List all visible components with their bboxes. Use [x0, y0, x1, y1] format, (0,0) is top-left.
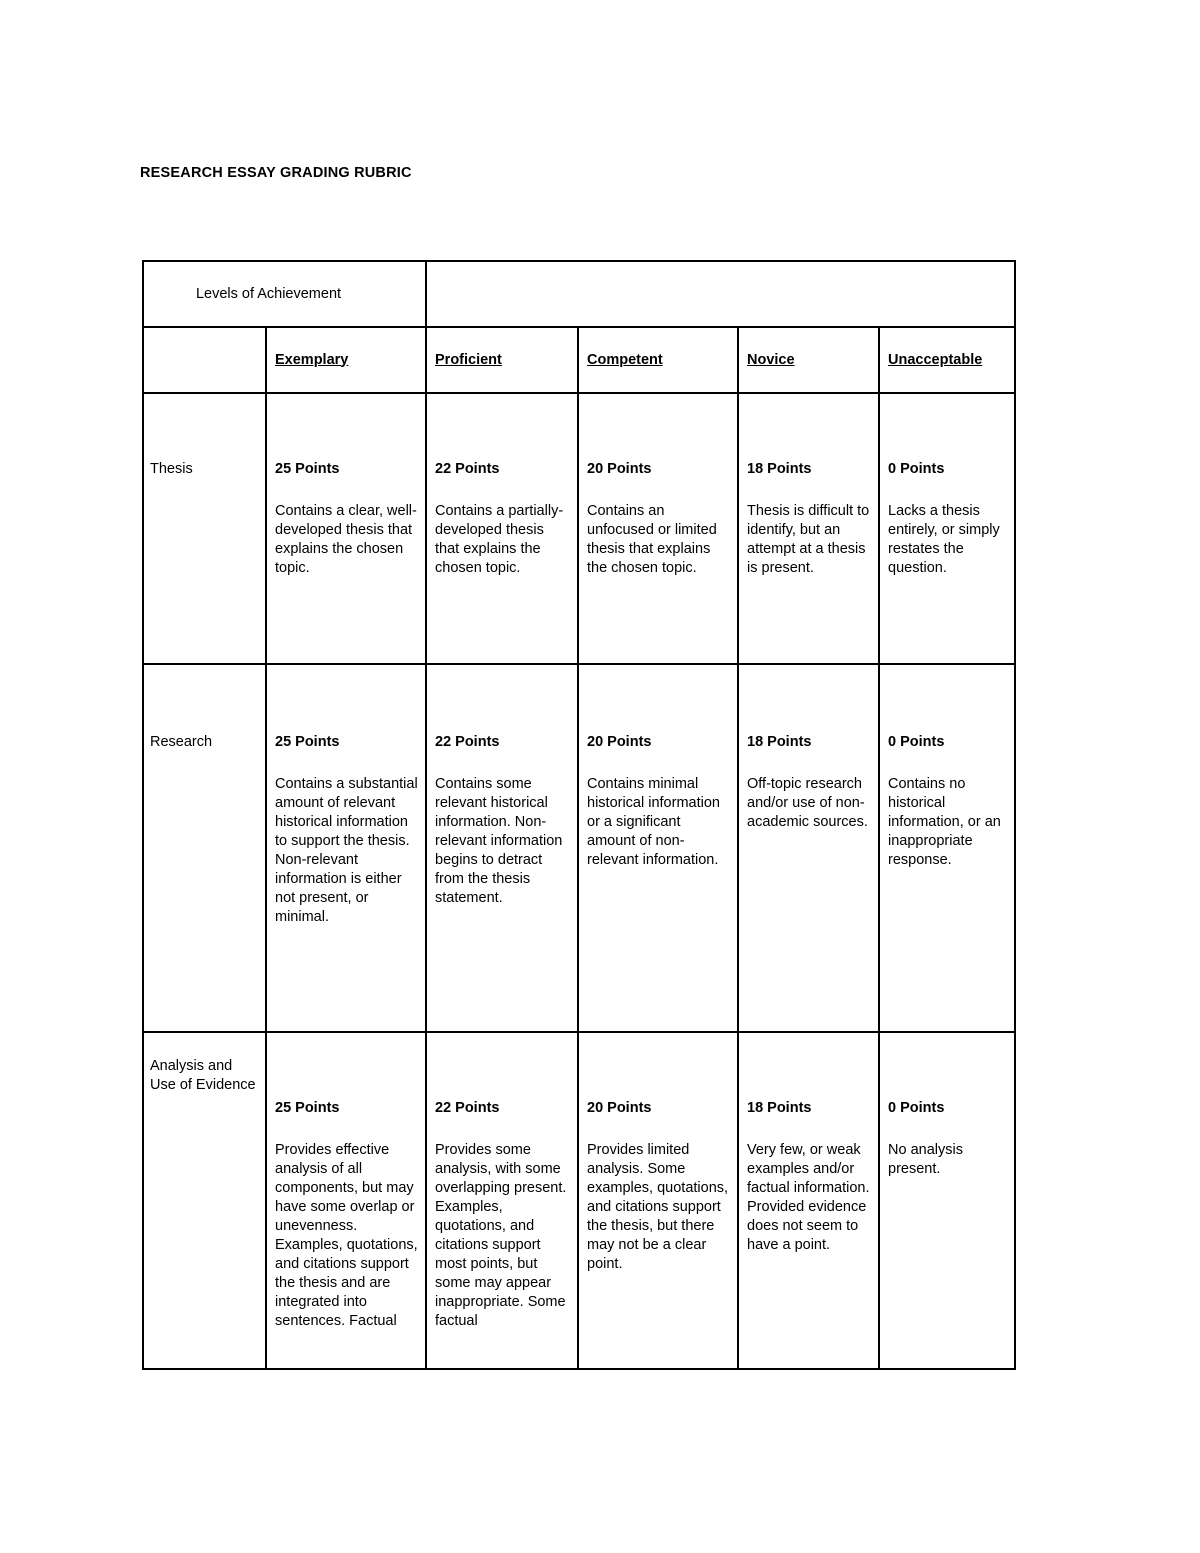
criterion-header-cell — [143, 327, 266, 393]
level-header-proficient: Proficient — [426, 327, 578, 393]
points-label: 20 Points — [587, 461, 652, 477]
criterion-label: Research — [150, 734, 213, 750]
description: Contains a clear, well-developed thesis that explains the chosen topic. — [275, 503, 417, 576]
criterion-label: Analysis and Use of Evidence — [150, 1058, 256, 1093]
levels-row — [143, 261, 1015, 327]
points-label: 22 Points — [435, 734, 500, 750]
score-cell — [578, 393, 738, 664]
description: Contains an unfocused or limited thesis that explains the chosen topic. — [587, 503, 717, 576]
score-cell — [266, 664, 426, 1032]
level-header-row — [143, 327, 1015, 393]
criterion-label: Thesis — [150, 461, 193, 477]
levels-label: Levels of Achievement — [143, 261, 426, 327]
points-label: 25 Points — [275, 461, 340, 477]
criterion-cell — [143, 664, 266, 1032]
score-cell — [879, 664, 1015, 1032]
description: Contains a partially-developed thesis that explains the chosen topic. — [435, 503, 564, 576]
score-cell — [426, 393, 578, 664]
points-label: 22 Points — [435, 1100, 500, 1116]
points-label: 18 Points — [747, 461, 812, 477]
points-label: 0 Points — [888, 1100, 945, 1116]
score-cell — [738, 664, 879, 1032]
table-row-thesis — [143, 393, 1015, 664]
points-label: 25 Points — [275, 1100, 340, 1116]
points-label: 18 Points — [747, 734, 812, 750]
levels-empty-cell — [426, 261, 1015, 327]
description: Contains a substantial amount of relevant historical information to support the thesis. Non-relevant information is either not present, or minimal. — [275, 776, 418, 925]
points-label: 18 Points — [747, 1100, 812, 1116]
table-row-research — [143, 664, 1015, 1032]
criterion-cell — [143, 1032, 266, 1369]
description: Contains minimal historical information or a significant amount of non-relevant information. — [587, 776, 720, 868]
description: Off-topic research and/or use of non-academic sources. — [747, 776, 868, 830]
points-label: 0 Points — [888, 734, 945, 750]
score-cell — [879, 393, 1015, 664]
score-cell — [426, 1032, 578, 1369]
points-label: 22 Points — [435, 461, 500, 477]
points-label: 20 Points — [587, 734, 652, 750]
score-cell — [738, 393, 879, 664]
score-cell — [266, 393, 426, 664]
criterion-cell — [143, 393, 266, 664]
description: Very few, or weak examples and/or factual information. Provided evidence does not seem to have a point. — [747, 1142, 870, 1253]
description: No analysis present. — [888, 1142, 963, 1177]
description: Provides limited analysis. Some examples, quotations, and citations support the thesis, but there may not be a clear point. — [587, 1142, 729, 1272]
level-header-unacceptable: Unacceptable — [879, 327, 1015, 393]
points-label: 25 Points — [275, 734, 340, 750]
description: Contains no historical information, or an inappropriate response. — [888, 776, 1001, 868]
score-cell — [426, 664, 578, 1032]
level-header-exemplary: Exemplary — [266, 327, 426, 393]
description: Thesis is difficult to identify, but an attempt at a thesis is present. — [747, 503, 870, 576]
points-label: 20 Points — [587, 1100, 652, 1116]
description: Provides effective analysis of all components, but may have some overlap or unevenness. Examples, quotations, and citations support the thesis and are integrated into sentences. Factual — [275, 1142, 418, 1329]
score-cell — [578, 1032, 738, 1369]
score-cell — [879, 1032, 1015, 1369]
rubric-table — [142, 260, 1016, 1370]
level-header-novice: Novice — [738, 327, 879, 393]
description: Provides some analysis, with some overlapping present. Examples, quotations, and citations support most points, but some may appear inappropriate. Some factual — [435, 1142, 567, 1329]
page-title: RESEARCH ESSAY GRADING RUBRIC — [140, 165, 412, 181]
table-row-analysis — [143, 1032, 1015, 1369]
level-header-competent: Competent — [578, 327, 738, 393]
points-label: 0 Points — [888, 461, 945, 477]
description: Lacks a thesis entirely, or simply restates the question. — [888, 503, 1000, 576]
score-cell — [266, 1032, 426, 1369]
score-cell — [578, 664, 738, 1032]
score-cell — [738, 1032, 879, 1369]
description: Contains some relevant historical information. Non-relevant information begins to detract from the thesis statement. — [435, 776, 563, 906]
